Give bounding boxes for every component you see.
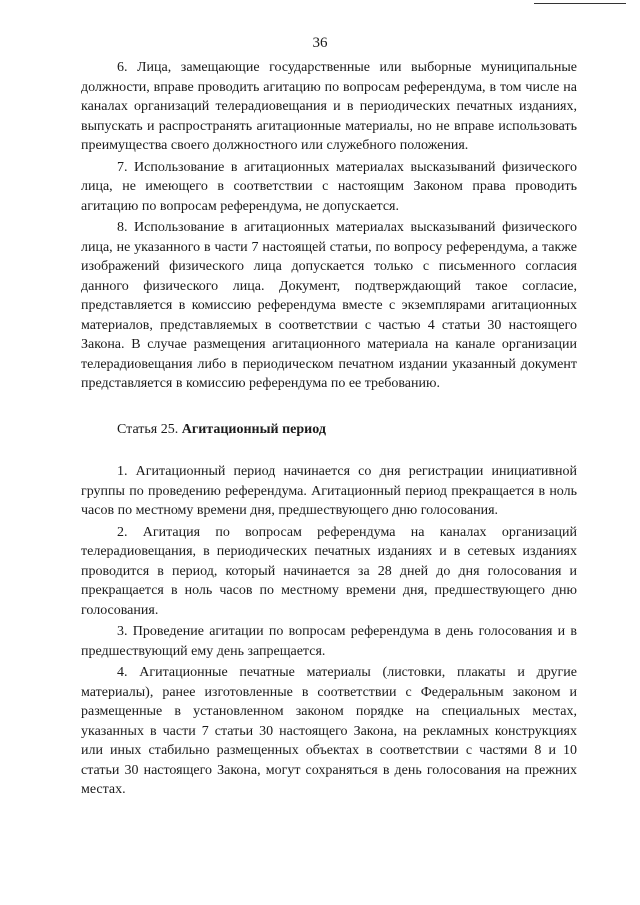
document-body xyxy=(81,58,577,802)
article-title: Агитационный период xyxy=(181,421,326,437)
page-number: 36 xyxy=(312,35,328,51)
article-heading xyxy=(81,420,577,440)
header-rule xyxy=(534,3,626,4)
paragraph-item: 1. Агитационный период начинается со дня регистрации инициативной группы по проведению референдума. Агитационный период прекращается в ноль часов по местному времени дня, предшествующего дню голосования. xyxy=(81,464,577,518)
paragraph-item: 2. Агитация по вопросам референдума на каналах организаций телерадиовещания, в периодических печатных изданиях и в сетевых изданиях проводится в период, который начинается за 28 дней до дня голосования и прекращается в ноль часов по местному времени дня, предшествующего дню голосования. xyxy=(81,524,577,618)
paragraph-item: 6. Лица, замещающие государственные или выборные муниципальные должности, вправе проводить агитацию по вопросам референдума, в том числе на каналах организаций телерадиовещания и в периодических печатных изданиях, выпускать и распространять агитационные материалы, но не вправе использовать преимущества своего должностного или служебного положения. xyxy=(81,60,577,153)
paragraph-item: 8. Использование в агитационных материалах высказываний физического лица, не указанного в части 7 настоящей статьи, по вопросу референдума, а также изображений физического лица допускается только с письменного согласия данного физического лица. Документ, подтверждающий такое согласие, представляется в комиссию референдума вместе с экземплярами агитационных материалов, представляемых в соответствии с частью 4 статьи 30 настоящего Закона. В случае размещения агитационного материала на канале организации телерадиовещания либо в периодическом печатном издании указанный документ представляется в комиссию референдума по ее требованию. xyxy=(81,220,577,391)
paragraph-item: 7. Использование в агитационных материалах высказываний физического лица, не имеющего в соответствии с настоящим Законом права проводить агитацию по вопросам референдума, не допускается. xyxy=(81,159,577,214)
article-label: Статья 25. xyxy=(117,421,179,437)
paragraph-item: 4. Агитационные печатные материалы (листовки, плакаты и другие материалы), ранее изготовленные в соответствии с Федеральным законом и размещенные в установленном законом порядке на специальных местах, указанных в части 7 статьи 30 настоящего Закона, на рекламных конструкциях или иных стабильно размещенных объектах в соответствии с частями 8 и 10 статьи 30 настоящего Закона, могут сохраняться в день голосования на прежних местах. xyxy=(81,665,577,797)
paragraph-item: 3. Проведение агитации по вопросам референдума в день голосования и в предшествующий ему день запрещается. xyxy=(81,624,577,659)
